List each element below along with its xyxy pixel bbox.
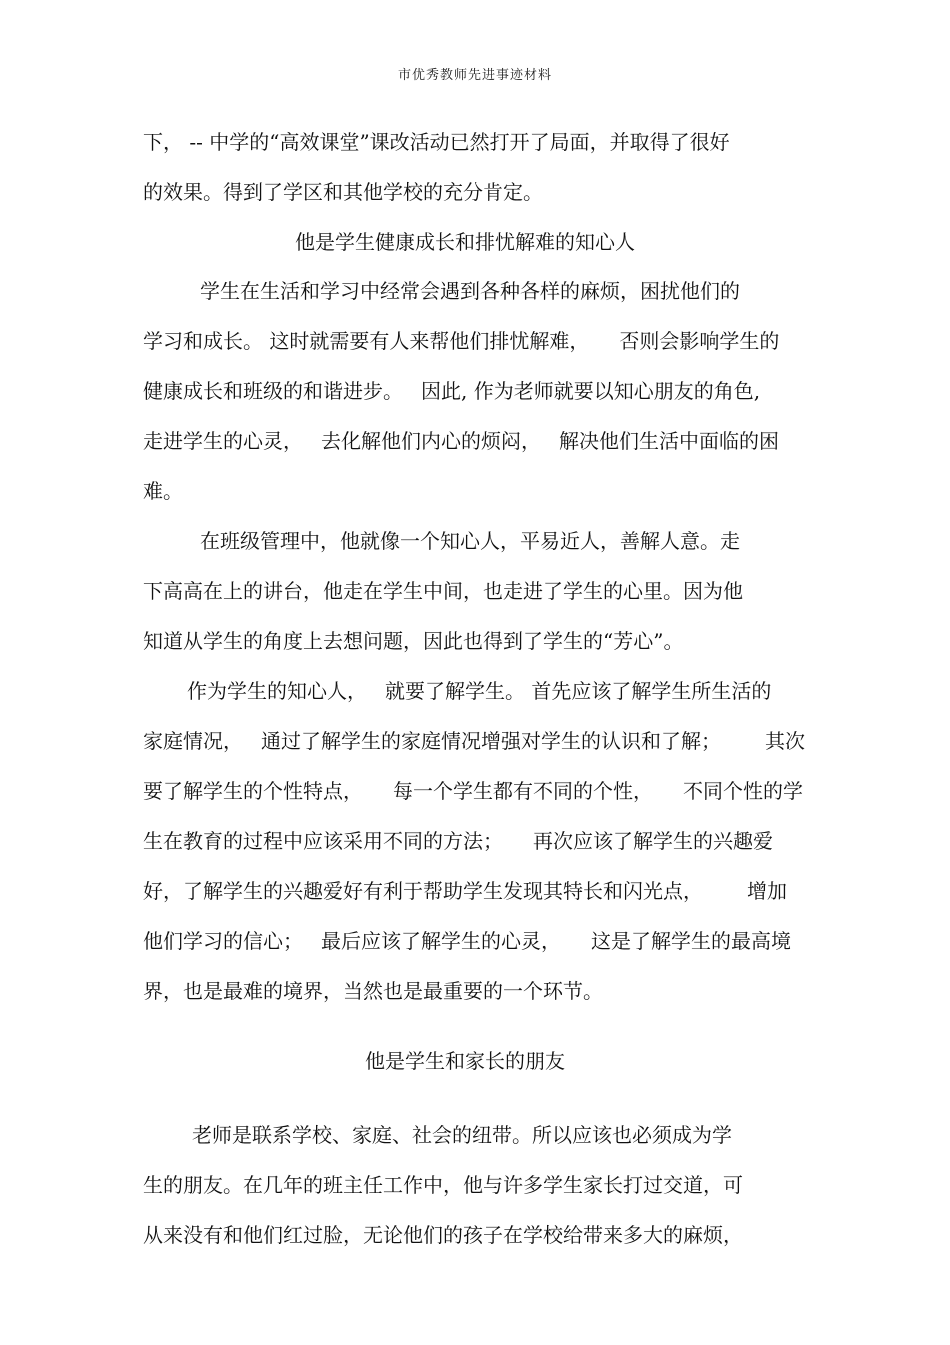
paragraph-line [143, 927, 791, 955]
text-segment: 通过了解学生的家庭情况增强对学生的认识和了解； [261, 729, 721, 753]
paragraph-line [143, 777, 803, 805]
text-segment: 这是了解学生的最高境 [591, 929, 791, 953]
paragraph-line: 难。 [143, 479, 183, 503]
paragraph-line: 老师是联系学校、家庭、社会的纽带。所以应该也必须成为学 [192, 1123, 732, 1147]
paragraph-line [143, 727, 805, 755]
text-segment: 解决他们生活中面临的困 [559, 429, 779, 453]
paragraph-line: 界，也是最难的境界，当然也是最重要的一个环节。 [143, 979, 603, 1003]
paragraph-line: 在班级管理中，他就像一个知心人，平易近人，善解人意。走 [200, 529, 740, 553]
text-segment: 学习和成长。 这时就需要有人来帮他们排忧解难， [143, 329, 590, 353]
paragraph-line: 的效果。得到了学区和其他学校的充分肯定。 [143, 180, 543, 204]
text-segment: 他们学习的信心； [143, 929, 303, 953]
page-header: 市优秀教师先进事迹材料 [397, 68, 552, 83]
paragraph-line: 知道从学生的角度上去想问题，因此也得到了学生的“芳心”。 [143, 629, 684, 653]
text-segment: 因此, 作为老师就要以知心朋友的角色, [421, 379, 761, 403]
text-segment: 要了解学生的个性特点， [143, 779, 363, 803]
paragraph-line [143, 427, 779, 455]
paragraph-line: 下， -- 中学的“高效课堂”课改活动已然打开了局面，并取得了很好 [143, 130, 730, 154]
section-heading: 他是学生健康成长和排忧解难的知心人 [295, 230, 635, 254]
text-segment: 再次应该了解学生的兴趣爱 [533, 829, 773, 853]
text-segment: 作为学生的知心人， [187, 679, 367, 703]
paragraph-line [187, 677, 771, 705]
text-segment: 就要了解学生。 首先应该了解学生所生活的 [385, 679, 772, 703]
text-segment: 增加 [747, 879, 787, 903]
section-heading: 他是学生和家长的朋友 [365, 1049, 565, 1073]
paragraph-line [143, 877, 787, 905]
paragraph-line: 学生在生活和学习中经常会遇到各种各样的麻烦，困扰他们的 [200, 279, 740, 303]
paragraph-line: 从来没有和他们红过脸，无论他们的孩子在学校给带来多大的麻烦， [143, 1223, 743, 1247]
text-segment: 健康成长和班级的和谐进步。 [143, 379, 403, 403]
text-segment: 好，了解学生的兴趣爱好有利于帮助学生发现其特长和闪光点， [143, 879, 703, 903]
text-segment: 不同个性的学 [683, 779, 803, 803]
text-segment: 否则会影响学生的 [619, 329, 780, 353]
text-segment: 家庭情况， [143, 729, 243, 753]
paragraph-line [143, 327, 779, 355]
text-segment: 每一个学生都有不同的个性， [393, 779, 653, 803]
paragraph-line: 生的朋友。在几年的班主任工作中，他与许多学生家长打过交道，可 [143, 1173, 743, 1197]
text-segment: 走进学生的心灵， [143, 429, 303, 453]
text-segment: 去化解他们内心的烦闷， [321, 429, 541, 453]
text-segment: 其次 [765, 729, 805, 753]
text-segment: 最后应该了解学生的心灵， [321, 929, 561, 953]
text-segment: 生在教育的过程中应该采用不同的方法； [143, 829, 503, 853]
paragraph-line [143, 827, 773, 855]
paragraph-line: 下高高在上的讲台，他走在学生中间，也走进了学生的心里。因为他 [143, 579, 743, 603]
paragraph-line [143, 377, 760, 405]
